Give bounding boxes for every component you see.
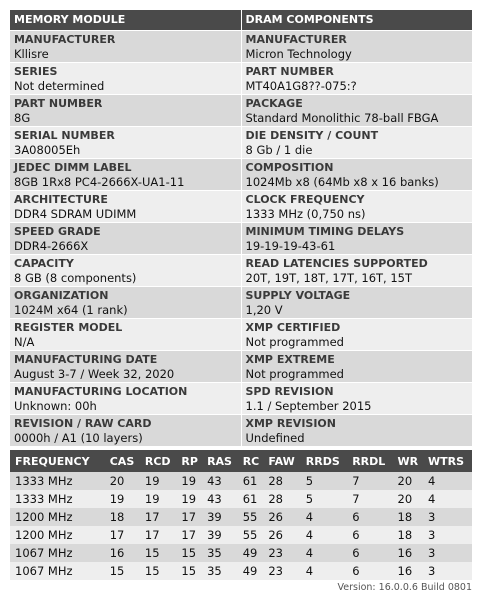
- timing-column-header: WTRS: [423, 450, 472, 472]
- memory-module-value: 8GB 1Rx8 PC4-2666X-UA1-11: [14, 175, 185, 189]
- memory-module-label: REVISION / RAW CARD: [14, 417, 152, 430]
- timing-cell: 55: [238, 526, 264, 544]
- dram-components-value: 1333 MHz (0,750 ns): [245, 207, 366, 221]
- dram-components-row: [242, 382, 473, 414]
- timing-cell: 20: [393, 490, 424, 508]
- memory-module-label: JEDEC DIMM LABEL: [14, 161, 132, 174]
- memory-module-header: MEMORY MODULE: [10, 10, 241, 30]
- memory-module-label: REGISTER MODEL: [14, 321, 123, 334]
- dram-components-label: XMP REVISION: [245, 417, 336, 430]
- memory-module-label: ARCHITECTURE: [14, 193, 108, 206]
- dram-components-label: SPD REVISION: [245, 385, 334, 398]
- dram-components-value: 8 Gb / 1 die: [245, 143, 313, 157]
- dram-components-label: PACKAGE: [245, 97, 303, 110]
- timing-column-header: FAW: [263, 450, 300, 472]
- dram-components-row: [242, 190, 473, 222]
- timing-cell: 15: [140, 562, 177, 580]
- memory-module-value: 0000h / A1 (10 layers): [14, 431, 143, 445]
- timing-cell: 39: [202, 508, 238, 526]
- dram-components-row: [242, 30, 473, 62]
- timing-column-header: RRDS: [301, 450, 347, 472]
- timing-cell: 16: [393, 544, 424, 562]
- timing-cell: 26: [263, 526, 300, 544]
- timing-column-header: RRDL: [347, 450, 392, 472]
- memory-module-label: MANUFACTURING LOCATION: [14, 385, 188, 398]
- timing-column-header: WR: [393, 450, 424, 472]
- timing-cell: 19: [176, 490, 202, 508]
- timing-cell: 3: [423, 508, 472, 526]
- memory-module-row: [10, 286, 241, 318]
- timing-cell: 16: [105, 544, 140, 562]
- memory-module-value: 8 GB (8 components): [14, 271, 137, 285]
- timing-cell: 1200 MHz: [10, 526, 105, 544]
- dram-components-section: [242, 10, 473, 446]
- timing-cell: 5: [301, 472, 347, 490]
- dram-components-value: 20T, 19T, 18T, 17T, 16T, 15T: [245, 271, 413, 285]
- dram-components-value: Undefined: [245, 431, 305, 445]
- timing-cell: 1067 MHz: [10, 544, 105, 562]
- timing-cell: 17: [176, 526, 202, 544]
- timing-row: [10, 490, 472, 508]
- timing-cell: 4: [301, 544, 347, 562]
- dram-components-label: XMP CERTIFIED: [245, 321, 341, 334]
- timing-cell: 19: [140, 472, 177, 490]
- timing-cell: 19: [176, 472, 202, 490]
- timing-cell: 15: [140, 544, 177, 562]
- dram-components-value: MT40A1G8??-075:?: [245, 79, 357, 93]
- timing-row: [10, 526, 472, 544]
- dram-components-row: [242, 286, 473, 318]
- timing-cell: 19: [140, 490, 177, 508]
- memory-module-value: August 3-7 / Week 32, 2020: [14, 367, 175, 381]
- dram-components-header: DRAM COMPONENTS: [242, 10, 473, 30]
- memory-module-row: [10, 126, 241, 158]
- timing-cell: 17: [105, 526, 140, 544]
- dram-components-label: COMPOSITION: [245, 161, 334, 174]
- memory-module-row: [10, 254, 241, 286]
- dram-components-row: [242, 222, 473, 254]
- timing-cell: 28: [263, 490, 300, 508]
- dram-components-label: PART NUMBER: [245, 65, 334, 78]
- dram-components-row: [242, 158, 473, 190]
- timing-cell: 1333 MHz: [10, 472, 105, 490]
- dram-components-row: [242, 350, 473, 382]
- dram-components-row: [242, 62, 473, 94]
- timing-cell: 6: [347, 526, 392, 544]
- dram-components-value: 19-19-19-43-61: [245, 239, 336, 253]
- timing-row: [10, 508, 472, 526]
- dram-components-label: READ LATENCIES SUPPORTED: [245, 257, 428, 270]
- timing-cell: 61: [238, 472, 264, 490]
- timing-cell: 35: [202, 562, 238, 580]
- timing-cell: 20: [105, 472, 140, 490]
- timing-cell: 6: [347, 562, 392, 580]
- dram-components-label: MINIMUM TIMING DELAYS: [245, 225, 405, 238]
- timing-cell: 49: [238, 544, 264, 562]
- timing-cell: 23: [263, 562, 300, 580]
- timing-cell: 17: [176, 508, 202, 526]
- version-label: Version: 16.0.0.6 Build 0801: [337, 582, 472, 593]
- dram-components-value: Micron Technology: [245, 47, 352, 61]
- timing-cell: 6: [347, 508, 392, 526]
- memory-module-row: [10, 318, 241, 350]
- timing-cell: 6: [347, 544, 392, 562]
- timing-column-header: FREQUENCY: [10, 450, 105, 472]
- memory-module-row: [10, 190, 241, 222]
- dram-components-label: CLOCK FREQUENCY: [245, 193, 365, 206]
- timing-cell: 43: [202, 472, 238, 490]
- timing-cell: 3: [423, 526, 472, 544]
- timing-cell: 55: [238, 508, 264, 526]
- timing-cell: 28: [263, 472, 300, 490]
- timing-cell: 16: [393, 562, 424, 580]
- memory-module-row: [10, 414, 241, 446]
- dram-components-value: 1024Mb x8 (64Mb x8 x 16 banks): [245, 175, 439, 189]
- timing-cell: 61: [238, 490, 264, 508]
- dram-components-value: Not programmed: [245, 335, 344, 349]
- dram-components-value: 1.1 / September 2015: [245, 399, 372, 413]
- dram-components-label: MANUFACTURER: [245, 33, 347, 46]
- timing-cell: 7: [347, 472, 392, 490]
- timing-cell: 39: [202, 526, 238, 544]
- memory-module-row: [10, 62, 241, 94]
- memory-module-label: ORGANIZATION: [14, 289, 109, 302]
- timing-cell: 20: [393, 472, 424, 490]
- memory-module-label: SERIES: [14, 65, 58, 78]
- timing-row: [10, 562, 472, 580]
- memory-module-section: [10, 10, 242, 446]
- timing-cell: 18: [393, 526, 424, 544]
- timing-column-header: CAS: [105, 450, 140, 472]
- timing-cell: 18: [393, 508, 424, 526]
- timing-cell: 15: [176, 544, 202, 562]
- memory-module-value: DDR4 SDRAM UDIMM: [14, 207, 137, 221]
- timing-cell: 4: [301, 526, 347, 544]
- memory-module-row: [10, 30, 241, 62]
- timing-cell: 4: [301, 562, 347, 580]
- dram-components-row: [242, 414, 473, 446]
- memory-module-value: Unknown: 00h: [14, 399, 97, 413]
- dram-components-label: XMP EXTREME: [245, 353, 335, 366]
- dram-components-row: [242, 318, 473, 350]
- memory-module-row: [10, 94, 241, 126]
- memory-module-row: [10, 222, 241, 254]
- timing-cell: 4: [301, 508, 347, 526]
- timing-cell: 49: [238, 562, 264, 580]
- memory-module-value: 1024M x64 (1 rank): [14, 303, 128, 317]
- memory-module-label: CAPACITY: [14, 257, 74, 270]
- dram-components-value: 1,20 V: [245, 303, 283, 317]
- timing-cell: 7: [347, 490, 392, 508]
- memory-module-value: 8G: [14, 111, 31, 125]
- timing-cell: 1067 MHz: [10, 562, 105, 580]
- timing-row: [10, 544, 472, 562]
- timing-cell: 15: [105, 562, 140, 580]
- dram-components-value: Not programmed: [245, 367, 344, 381]
- timing-cell: 5: [301, 490, 347, 508]
- info-columns: [10, 10, 472, 446]
- dram-components-label: SUPPLY VOLTAGE: [245, 289, 351, 302]
- timing-cell: 4: [423, 472, 472, 490]
- timing-cell: 3: [423, 562, 472, 580]
- timing-cell: 17: [140, 526, 177, 544]
- timing-cell: 26: [263, 508, 300, 526]
- timing-cell: 19: [105, 490, 140, 508]
- timing-cell: 43: [202, 490, 238, 508]
- timing-cell: 18: [105, 508, 140, 526]
- timing-cell: 4: [423, 490, 472, 508]
- timing-column-header: RAS: [202, 450, 238, 472]
- memory-module-value: Kllisre: [14, 47, 49, 61]
- dram-components-row: [242, 254, 473, 286]
- memory-module-label: SPEED GRADE: [14, 225, 101, 238]
- memory-module-value: Not determined: [14, 79, 105, 93]
- timing-cell: 1333 MHz: [10, 490, 105, 508]
- memory-module-label: MANUFACTURER: [14, 33, 116, 46]
- dram-components-row: [242, 94, 473, 126]
- memory-module-value: N/A: [14, 335, 35, 349]
- dram-components-value: Standard Monolithic 78-ball FBGA: [245, 111, 439, 125]
- memory-module-value: DDR4-2666X: [14, 239, 89, 253]
- memory-module-label: PART NUMBER: [14, 97, 103, 110]
- memory-module-row: [10, 158, 241, 190]
- timing-cell: 35: [202, 544, 238, 562]
- timing-column-header: RP: [176, 450, 202, 472]
- memory-module-row: [10, 350, 241, 382]
- timing-header-row: [10, 450, 472, 472]
- timing-cell: 23: [263, 544, 300, 562]
- timing-cell: 3: [423, 544, 472, 562]
- memory-module-value: 3A08005Eh: [14, 143, 81, 157]
- dram-components-row: [242, 126, 473, 158]
- timing-cell: 15: [176, 562, 202, 580]
- timing-cell: 17: [140, 508, 177, 526]
- timing-column-header: RC: [238, 450, 264, 472]
- memory-module-label: SERIAL NUMBER: [14, 129, 115, 142]
- dram-components-label: DIE DENSITY / COUNT: [245, 129, 379, 142]
- timing-row: [10, 472, 472, 490]
- timing-cell: 1200 MHz: [10, 508, 105, 526]
- timing-table: [10, 450, 472, 580]
- memory-module-row: [10, 382, 241, 414]
- memory-module-label: MANUFACTURING DATE: [14, 353, 158, 366]
- timing-column-header: RCD: [140, 450, 177, 472]
